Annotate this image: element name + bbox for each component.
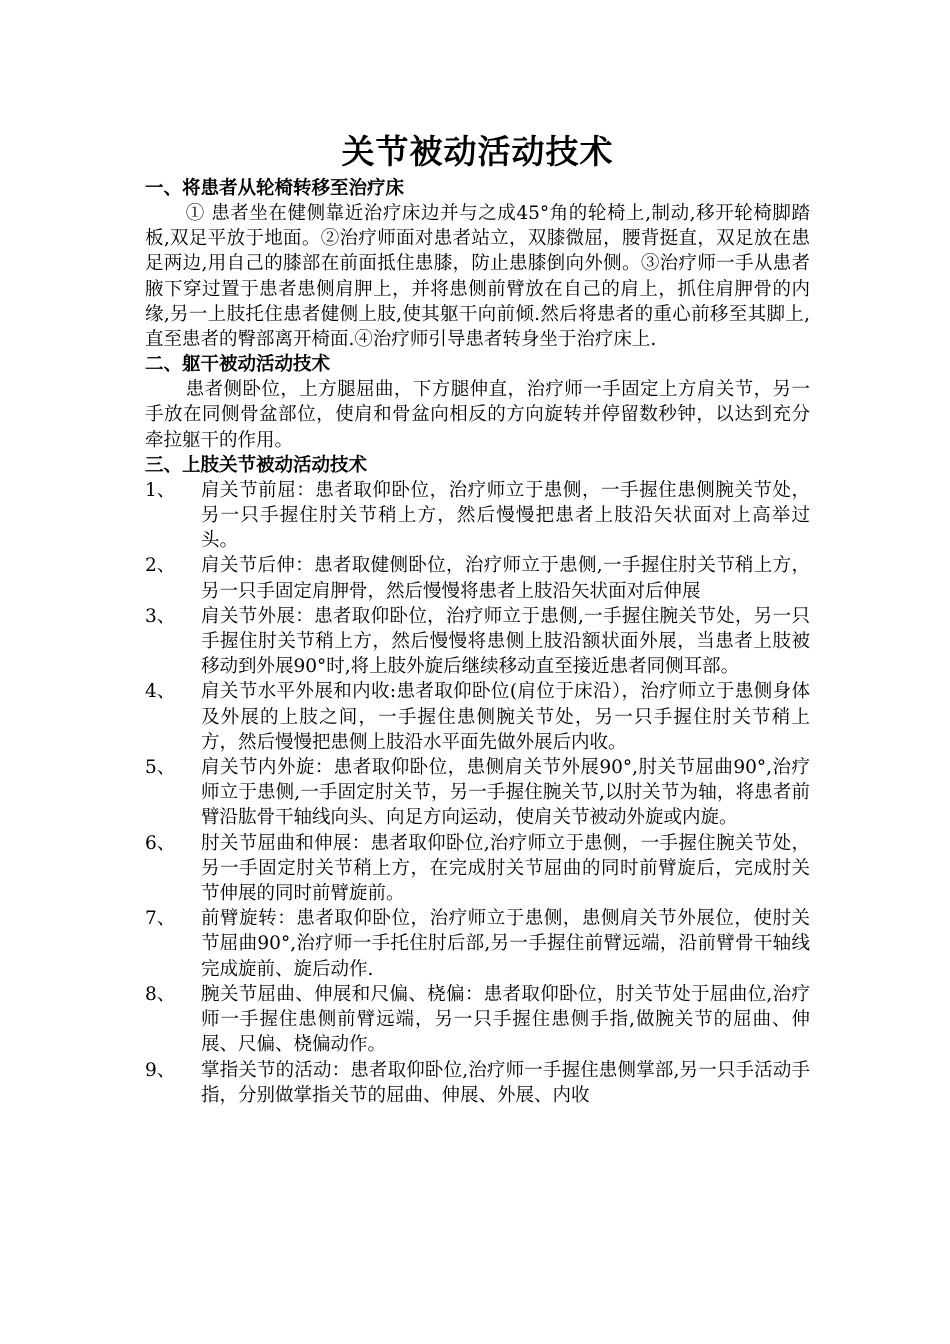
list-item-text: 肩关节后伸：患者取健侧卧位，治疗师立于患侧,一手握住肘关节稍上方，另一只手固定肩胛骨，然后慢慢将患者上肢沿矢状面对后伸展	[201, 555, 810, 602]
list-item	[145, 553, 810, 603]
list-item-text: 肩关节前屈：患者取仰卧位，治疗师立于患侧，一手握住患侧腕关节处，另一只手握住肘关节稍上方，然后慢慢把患者上肢沿矢状面对上高举过头。	[201, 479, 810, 552]
list-item-number: 4、	[145, 681, 176, 703]
list-item-text: 肩关节水平外展和内收:患者取仰卧位(肩位于床沿），治疗师立于患侧身体及外展的上肢之间，一手握住患侧腕关节处，另一只手握住肘关节稍上方，然后慢慢把患侧上肢沿水平面先做外展后内收。	[201, 681, 810, 753]
list-item	[145, 1058, 810, 1108]
list-item	[145, 478, 810, 554]
upper-limb-list	[145, 478, 810, 1108]
section-paragraph: ① 患者坐在健侧靠近治疗床边并与之成45°角的轮椅上,制动,移开轮椅脚踏板,双足平放于地面。②治疗师面对患者站立，双膝微屈，腰背挺直，双足放在患足两边,用自己的膝部在前面抵住患膝，防止患膝倒向外侧。③治疗师一手从患者腋下穿过置于患者患侧肩胛上，并将患侧前臂放在自己的肩上，抓住肩胛骨的内缘,另一上肢托住患者健侧上肢,使其躯干向前倾.然后将患者的重心前移至其脚上,直至患者的臀部离开椅面.④治疗师引导患者转身坐于治疗床上.	[145, 203, 810, 351]
list-item-text: 肩关节外展：患者取仰卧位，治疗师立于患侧,一手握住腕关节处，另一只手握住肘关节稍上方，然后慢慢将患侧上肢沿额状面外展，当患者上肢被移动到外展90°时,将上肢外旋后继续移动直至接近患者同侧耳部。	[201, 605, 810, 678]
list-item	[145, 982, 810, 1058]
list-item-text: 肘关节屈曲和伸展：患者取仰卧位,治疗师立于患侧，一手握住腕关节处，另一手固定肘关节稍上方，在完成肘关节屈曲的同时前臂旋后，完成肘关节伸展的同时前臂旋前。	[201, 832, 810, 905]
list-item-number: 7、	[145, 908, 176, 930]
list-item-text: 肩关节内外旋：患者取仰卧位，患侧肩关节外展90°,肘关节屈曲90°,治疗师立于患侧,一手固定肘关节，另一手握住腕关节,以肘关节为轴，将患者前臂沿肱骨干轴线向头、向足方向运动，使肩关节被动外旋或内旋。	[201, 757, 810, 829]
list-item-number: 5、	[145, 757, 176, 779]
list-item	[145, 679, 810, 755]
list-item-number: 8、	[145, 983, 176, 1005]
section-heading: 二、躯干被动活动技术	[145, 354, 331, 376]
list-item	[145, 755, 810, 831]
list-item	[145, 831, 810, 907]
list-item-number: 9、	[145, 1059, 176, 1081]
list-item-number: 1、	[145, 479, 176, 501]
section-paragraph: 患者侧卧位，上方腿屈曲，下方腿伸直，治疗师一手固定上方肩关节，另一手放在同侧骨盆部位，使肩和骨盆向相反的方向旋转并停留数秒钟，以达到充分牵拉躯干的作用。	[145, 379, 810, 451]
list-item-text: 腕关节屈曲、伸展和尺偏、桡偏：患者取仰卧位，肘关节处于屈曲位,治疗师一手握住患侧前臂远端，另一只手握住患侧手指,做腕关节的屈曲、伸展、尺偏、桡偏动作。	[201, 983, 810, 1056]
section-upper-limb-passive	[145, 453, 810, 1108]
list-item-number: 2、	[145, 555, 176, 577]
section-wheelchair-transfer	[145, 176, 810, 352]
section-trunk-passive	[145, 352, 810, 453]
section-heading: 一、将患者从轮椅转移至治疗床	[145, 178, 405, 199]
document-page	[145, 128, 810, 1108]
list-item-text: 掌指关节的活动：患者取仰卧位,治疗师一手握住患侧掌部,另一只手活动手指，分别做掌指关节的屈曲、伸展、外展、内收	[201, 1059, 810, 1106]
list-item-number: 3、	[145, 605, 176, 627]
document-title: 关节被动活动技术	[341, 132, 614, 171]
list-item	[145, 906, 810, 982]
section-heading: 三、上肢关节被动活动技术	[145, 454, 368, 476]
list-item-text: 前臂旋转：患者取仰卧位，治疗师立于患侧，患侧肩关节外展位，使肘关节屈曲90°,治疗师一手托住肘后部,另一手握住前臂远端，沿前臂骨干轴线完成旋前、旋后动作.	[201, 908, 810, 980]
list-item-number: 6、	[145, 832, 176, 854]
list-item	[145, 604, 810, 680]
